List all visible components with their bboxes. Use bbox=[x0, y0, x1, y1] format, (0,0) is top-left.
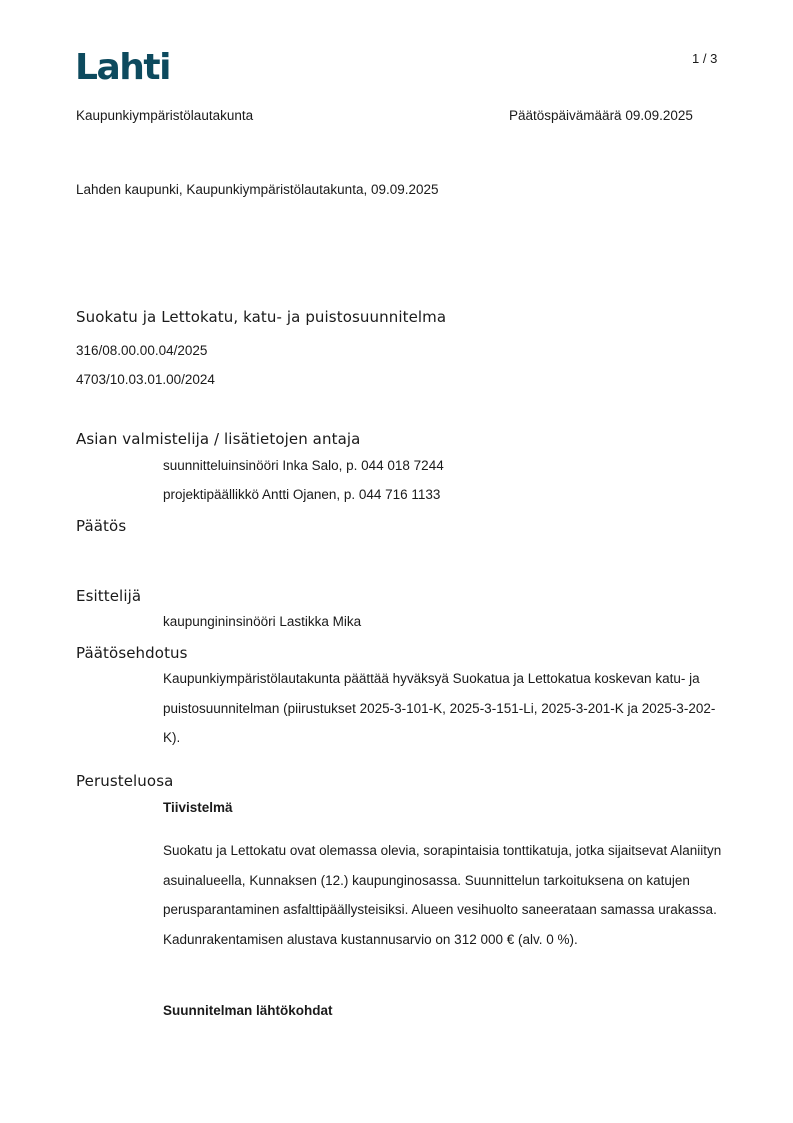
presenter-heading: Esittelijä bbox=[76, 587, 142, 605]
preparer-person-2: projektipäällikkö Antti Ojanen, p. 044 716 1133 bbox=[163, 487, 441, 502]
item-ref-1: 316/08.00.00.04/2025 bbox=[76, 343, 208, 358]
header-decision-date: Päätöspäivämäärä 09.09.2025 bbox=[509, 108, 693, 123]
proposal-text: Kaupunkiympäristölautakunta päättää hyväksyä Suokatua ja Lettokatua koskevan katu- ja puistosuunnitelman (piirustukset 2025-3-101-K, 2025-3-151-Li, 2025-3-201-K ja 2025-3-202-K). bbox=[163, 671, 716, 745]
summary-text: Suokatu ja Lettokatu ovat olemassa olevia, sorapintaisia tonttikatuja, jotka sijaitsevat Alaniityn asuinalueella, Kunnaksen (12.) kaupunginosassa. Suunnittelun tarkoituksena on katujen perusparantaminen asfalttipäällysteisiksi. Alueen vesihuolto saneerataan samassa urakassa. Kadunrakentamisen alustava kustannusarvio on 312 000 € (alv. 0 %). bbox=[163, 843, 722, 947]
basis-heading: Suunnitelman lähtökohdat bbox=[163, 1003, 333, 1018]
page-number: 1 / 3 bbox=[692, 51, 718, 66]
proposal-heading: Päätösehdotus bbox=[76, 644, 188, 662]
presenter-name: kaupungininsinööri Lastikka Mika bbox=[163, 614, 362, 629]
item-ref-2: 4703/10.03.01.00/2024 bbox=[76, 372, 215, 387]
preparer-heading: Asian valmistelija / lisätietojen antaja bbox=[76, 430, 361, 448]
meeting-line: Lahden kaupunki, Kaupunkiympäristölautakunta, 09.09.2025 bbox=[76, 182, 439, 197]
preparer-person-1: suunnitteluinsinööri Inka Salo, p. 044 018 7244 bbox=[163, 458, 444, 473]
rationale-heading: Perusteluosa bbox=[76, 772, 174, 790]
header-board: Kaupunkiympäristölautakunta bbox=[76, 108, 254, 123]
summary-heading: Tiivistelmä bbox=[163, 800, 233, 815]
item-title: Suokatu ja Lettokatu, katu- ja puistosuunnitelma bbox=[76, 308, 447, 326]
decision-heading: Päätös bbox=[76, 517, 127, 535]
logo-text: Lahti bbox=[75, 47, 170, 86]
lahti-logo bbox=[75, 42, 175, 86]
